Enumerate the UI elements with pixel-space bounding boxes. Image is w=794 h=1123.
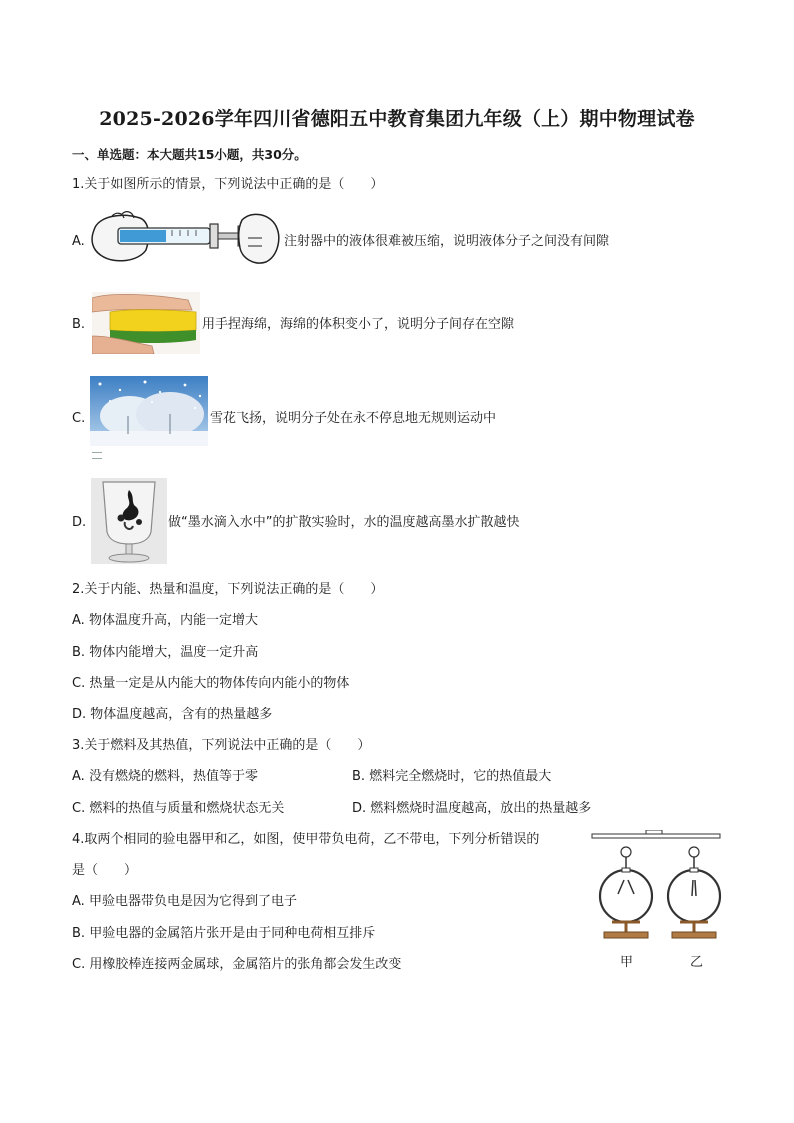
q4-option-a-label: A. [72, 894, 85, 909]
q1-option-a-text: 注射器中的液体很难被压缩，说明液体分子之间没有间隙 [284, 234, 610, 249]
equal-sign-mark [92, 452, 102, 459]
q4-option-b [72, 925, 375, 943]
snow-scene-image [90, 376, 208, 446]
q4-option-c [72, 956, 401, 974]
q2-option-d [72, 706, 272, 724]
exam-title: 2025-2026学年四川省德阳五中教育集团九年级（上）期中物理试卷 [99, 108, 695, 130]
q4-option-c-label: C. [72, 957, 86, 972]
q3-option-c-label: C. [72, 801, 86, 816]
q2-option-c-label: C. [72, 676, 86, 691]
question-3-stem: 3.关于燃料及其热值，下列说法中正确的是（ ） [72, 738, 371, 753]
q1-option-a-label: A. [72, 234, 85, 249]
q1-option-b-label: B. [72, 317, 86, 332]
q2-option-a-label: A. [72, 613, 85, 628]
q4-option-b-label: B. [72, 926, 86, 941]
q1-option-d-label: D. [72, 515, 87, 530]
q3-option-c [72, 800, 284, 818]
q3-option-b-text: 燃料完全燃烧时，它的热值最大 [369, 769, 552, 784]
q4-option-a-text: 甲验电器带负电是因为它得到了电子 [88, 894, 297, 909]
q3-option-c-text: 燃料的热值与质量和燃烧状态无关 [89, 801, 285, 816]
electroscope-jia [600, 847, 652, 938]
figure-label-yi: 乙 [690, 955, 704, 970]
ink-diffusion-image [91, 478, 167, 564]
q3-option-d-text: 燃料燃烧时温度越高，放出的热量越多 [370, 801, 592, 816]
q2-option-a [72, 612, 258, 630]
question-4-stem-line2: 是（ ） [72, 863, 138, 878]
q1-option-b-text: 用手捏海绵，海绵的体积变小了，说明分子间存在空隙 [202, 317, 515, 332]
q2-option-b-text: 物体内能增大，温度一定升高 [89, 645, 259, 660]
question-1-stem: 1.关于如图所示的情景，下列说法中正确的是（ ） [72, 177, 384, 192]
syringe-compression-image [88, 208, 282, 268]
q2-option-c [72, 675, 349, 693]
sponge-squeeze-image [92, 292, 200, 354]
q3-option-b [352, 768, 551, 786]
section-heading: 一、单选题：本大题共15小题，共30分。 [72, 147, 307, 162]
q2-option-d-text: 物体温度越高，含有的热量越多 [90, 707, 273, 722]
q2-option-a-text: 物体温度升高，内能一定增大 [88, 613, 258, 628]
q3-option-a-label: A. [72, 769, 85, 784]
electroscope-yi [668, 847, 720, 938]
q1-option-c-label: C. [72, 411, 86, 426]
q4-option-b-text: 甲验电器的金属箔片张开是由于同种电荷相互排斥 [89, 926, 376, 941]
q4-option-c-text: 用橡胶棒连接两金属球，金属箔片的张角都会发生改变 [89, 957, 402, 972]
q1-option-c-text: 雪花飞扬，说明分子处在永不停息地无规则运动中 [210, 411, 497, 426]
question-2-stem: 2.关于内能、热量和温度，下列说法正确的是（ ） [72, 582, 384, 597]
q3-option-d-label: D. [352, 801, 367, 816]
question-4-stem-line1: 4.取两个相同的验电器甲和乙，如图，使甲带负电荷，乙不带电，下列分析错误的 [72, 832, 540, 847]
q1-option-d-text: 做“墨水滴入水中”的扩散实验时，水的温度越高墨水扩散越快 [168, 515, 520, 530]
q2-option-d-label: D. [72, 707, 87, 722]
q2-option-b [72, 644, 258, 662]
electroscope-figure [588, 830, 724, 950]
q2-option-b-label: B. [72, 645, 86, 660]
q2-option-c-text: 热量一定是从内能大的物体传向内能小的物体 [89, 676, 350, 691]
q3-option-a [72, 768, 258, 786]
q3-option-d [352, 800, 591, 818]
q4-option-a [72, 893, 297, 911]
q3-option-a-text: 没有燃烧的燃料，热值等于零 [88, 769, 258, 784]
q3-option-b-label: B. [352, 769, 366, 784]
figure-label-jia: 甲 [620, 955, 634, 970]
